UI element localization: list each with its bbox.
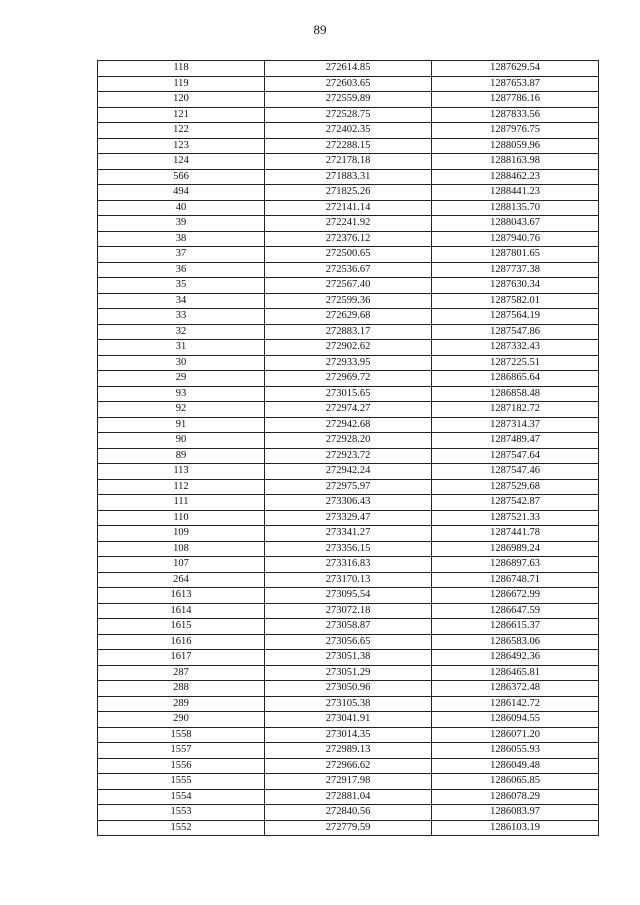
x-coordinate-cell: 272376.12 [265,231,432,247]
y-coordinate-cell: 1287489.47 [432,433,599,449]
table-row [98,324,599,340]
table-row [98,123,599,139]
x-coordinate-cell: 272923.72 [265,448,432,464]
table-row [98,185,599,201]
point-number-cell: 1616 [98,634,265,650]
table-row [98,417,599,433]
y-coordinate-cell: 1288043.67 [432,216,599,232]
point-number-cell: 118 [98,61,265,77]
y-coordinate-cell: 1287547.46 [432,464,599,480]
table-row [98,603,599,619]
x-coordinate-cell: 272500.65 [265,247,432,263]
x-coordinate-cell: 273050.96 [265,681,432,697]
point-number-cell: 287 [98,665,265,681]
table-row [98,169,599,185]
point-number-cell: 1553 [98,805,265,821]
x-coordinate-cell: 273105.38 [265,696,432,712]
x-coordinate-cell: 273306.43 [265,495,432,511]
y-coordinate-cell: 1288135.70 [432,200,599,216]
y-coordinate-cell: 1287225.51 [432,355,599,371]
y-coordinate-cell: 1286748.71 [432,572,599,588]
table-row [98,758,599,774]
x-coordinate-cell: 273356.15 [265,541,432,557]
y-coordinate-cell: 1287976.75 [432,123,599,139]
table-row [98,526,599,542]
point-number-cell: 39 [98,216,265,232]
y-coordinate-cell: 1288462.23 [432,169,599,185]
x-coordinate-cell: 273015.65 [265,386,432,402]
table-row [98,107,599,123]
y-coordinate-cell: 1286372.48 [432,681,599,697]
x-coordinate-cell: 272975.97 [265,479,432,495]
y-coordinate-cell: 1286065.85 [432,774,599,790]
table-row [98,712,599,728]
table-row [98,541,599,557]
table-row [98,681,599,697]
table-row [98,665,599,681]
x-coordinate-cell: 272141.14 [265,200,432,216]
table-row [98,216,599,232]
table-row [98,154,599,170]
x-coordinate-cell: 272567.40 [265,278,432,294]
y-coordinate-cell: 1286142.72 [432,696,599,712]
point-number-cell: 290 [98,712,265,728]
x-coordinate-cell: 272779.59 [265,820,432,836]
y-coordinate-cell: 1286858.48 [432,386,599,402]
page-number: 89 [313,22,327,37]
y-coordinate-cell: 1287940.76 [432,231,599,247]
y-coordinate-cell: 1286583.06 [432,634,599,650]
table-row [98,479,599,495]
point-number-cell: 35 [98,278,265,294]
point-number-cell: 123 [98,138,265,154]
x-coordinate-cell: 273341.27 [265,526,432,542]
table-row [98,355,599,371]
table-row [98,340,599,356]
y-coordinate-cell: 1286078.29 [432,789,599,805]
y-coordinate-cell: 1287182.72 [432,402,599,418]
table-row [98,820,599,836]
x-coordinate-cell: 272629.68 [265,309,432,325]
y-coordinate-cell: 1287737.38 [432,262,599,278]
y-coordinate-cell: 1286672.99 [432,588,599,604]
y-coordinate-cell: 1287630.34 [432,278,599,294]
y-coordinate-cell: 1287629.54 [432,61,599,77]
x-coordinate-cell: 272902.62 [265,340,432,356]
point-number-cell: 122 [98,123,265,139]
table-row [98,309,599,325]
y-coordinate-cell: 1287833.56 [432,107,599,123]
y-coordinate-cell: 1286989.24 [432,541,599,557]
point-number-cell: 37 [98,247,265,263]
point-number-cell: 112 [98,479,265,495]
x-coordinate-cell: 272536.67 [265,262,432,278]
x-coordinate-cell: 273058.87 [265,619,432,635]
y-coordinate-cell: 1287653.87 [432,76,599,92]
y-coordinate-cell: 1286049.48 [432,758,599,774]
table-row [98,743,599,759]
point-number-cell: 91 [98,417,265,433]
point-number-cell: 109 [98,526,265,542]
point-number-cell: 110 [98,510,265,526]
x-coordinate-cell: 272288.15 [265,138,432,154]
point-number-cell: 30 [98,355,265,371]
point-number-cell: 264 [98,572,265,588]
y-coordinate-cell: 1287547.64 [432,448,599,464]
point-number-cell: 1557 [98,743,265,759]
point-number-cell: 31 [98,340,265,356]
y-coordinate-cell: 1287521.33 [432,510,599,526]
x-coordinate-cell: 273170.13 [265,572,432,588]
table-row [98,262,599,278]
x-coordinate-cell: 272599.36 [265,293,432,309]
x-coordinate-cell: 272559.89 [265,92,432,108]
point-number-cell: 1554 [98,789,265,805]
x-coordinate-cell: 273051.29 [265,665,432,681]
x-coordinate-cell: 272942.24 [265,464,432,480]
point-number-cell: 120 [98,92,265,108]
y-coordinate-cell: 1288441.23 [432,185,599,201]
table-row [98,696,599,712]
x-coordinate-cell: 272917.98 [265,774,432,790]
y-coordinate-cell: 1287529.68 [432,479,599,495]
table-row [98,557,599,573]
point-number-cell: 108 [98,541,265,557]
y-coordinate-cell: 1287547.86 [432,324,599,340]
x-coordinate-cell: 271883.31 [265,169,432,185]
point-number-cell: 1614 [98,603,265,619]
point-number-cell: 124 [98,154,265,170]
y-coordinate-cell: 1287542.87 [432,495,599,511]
point-number-cell: 1556 [98,758,265,774]
point-number-cell: 1558 [98,727,265,743]
y-coordinate-cell: 1287801.65 [432,247,599,263]
x-coordinate-cell: 273316.83 [265,557,432,573]
y-coordinate-cell: 1286615.37 [432,619,599,635]
y-coordinate-cell: 1287564.19 [432,309,599,325]
point-number-cell: 1617 [98,650,265,666]
point-number-cell: 111 [98,495,265,511]
y-coordinate-cell: 1286094.55 [432,712,599,728]
table-row [98,371,599,387]
table-row [98,433,599,449]
point-number-cell: 93 [98,386,265,402]
point-number-cell: 36 [98,262,265,278]
table-row [98,464,599,480]
point-number-cell: 38 [98,231,265,247]
x-coordinate-cell: 273095.54 [265,588,432,604]
point-number-cell: 89 [98,448,265,464]
x-coordinate-cell: 272603.65 [265,76,432,92]
x-coordinate-cell: 273051.38 [265,650,432,666]
y-coordinate-cell: 1287582.01 [432,293,599,309]
x-coordinate-cell: 272402.35 [265,123,432,139]
y-coordinate-cell: 1287332.43 [432,340,599,356]
y-coordinate-cell: 1286055.93 [432,743,599,759]
table-row [98,138,599,154]
table-row [98,231,599,247]
y-coordinate-cell: 1287314.37 [432,417,599,433]
coordinates-table [97,60,599,836]
y-coordinate-cell: 1286492.36 [432,650,599,666]
x-coordinate-cell: 272933.95 [265,355,432,371]
y-coordinate-cell: 1287441.78 [432,526,599,542]
table-row [98,789,599,805]
x-coordinate-cell: 273072.18 [265,603,432,619]
x-coordinate-cell: 272881.04 [265,789,432,805]
table-row [98,805,599,821]
table-row [98,293,599,309]
table-row [98,774,599,790]
table-row [98,92,599,108]
table-body [98,61,599,836]
x-coordinate-cell: 272883.17 [265,324,432,340]
table-row [98,448,599,464]
x-coordinate-cell: 273014.35 [265,727,432,743]
point-number-cell: 494 [98,185,265,201]
table-row [98,61,599,77]
table-row [98,510,599,526]
table-row [98,247,599,263]
point-number-cell: 289 [98,696,265,712]
y-coordinate-cell: 1286103.19 [432,820,599,836]
point-number-cell: 29 [98,371,265,387]
x-coordinate-cell: 272928.20 [265,433,432,449]
table-row [98,402,599,418]
point-number-cell: 34 [98,293,265,309]
x-coordinate-cell: 272969.72 [265,371,432,387]
x-coordinate-cell: 272178.18 [265,154,432,170]
table-row [98,76,599,92]
table-row [98,495,599,511]
table-row [98,727,599,743]
x-coordinate-cell: 272528.75 [265,107,432,123]
point-number-cell: 92 [98,402,265,418]
table-row [98,200,599,216]
x-coordinate-cell: 273041.91 [265,712,432,728]
table-row [98,278,599,294]
point-number-cell: 121 [98,107,265,123]
point-number-cell: 107 [98,557,265,573]
y-coordinate-cell: 1286865.64 [432,371,599,387]
y-coordinate-cell: 1286071.20 [432,727,599,743]
y-coordinate-cell: 1287786.16 [432,92,599,108]
point-number-cell: 90 [98,433,265,449]
y-coordinate-cell: 1288163.98 [432,154,599,170]
point-number-cell: 288 [98,681,265,697]
point-number-cell: 566 [98,169,265,185]
x-coordinate-cell: 272942.68 [265,417,432,433]
x-coordinate-cell: 272840.56 [265,805,432,821]
y-coordinate-cell: 1286465.81 [432,665,599,681]
table-row [98,386,599,402]
table-row [98,634,599,650]
x-coordinate-cell: 272966.62 [265,758,432,774]
x-coordinate-cell: 272989.13 [265,743,432,759]
x-coordinate-cell: 273056.65 [265,634,432,650]
x-coordinate-cell: 272241.92 [265,216,432,232]
x-coordinate-cell: 271825.26 [265,185,432,201]
point-number-cell: 40 [98,200,265,216]
table-row [98,650,599,666]
point-number-cell: 32 [98,324,265,340]
point-number-cell: 1615 [98,619,265,635]
table-row [98,619,599,635]
point-number-cell: 1613 [98,588,265,604]
point-number-cell: 113 [98,464,265,480]
point-number-cell: 33 [98,309,265,325]
x-coordinate-cell: 273329.47 [265,510,432,526]
y-coordinate-cell: 1288059.96 [432,138,599,154]
point-number-cell: 1555 [98,774,265,790]
x-coordinate-cell: 272614.85 [265,61,432,77]
y-coordinate-cell: 1286897.63 [432,557,599,573]
table-row [98,572,599,588]
x-coordinate-cell: 272974.27 [265,402,432,418]
y-coordinate-cell: 1286647.59 [432,603,599,619]
y-coordinate-cell: 1286083.97 [432,805,599,821]
table-row [98,588,599,604]
point-number-cell: 1552 [98,820,265,836]
point-number-cell: 119 [98,76,265,92]
